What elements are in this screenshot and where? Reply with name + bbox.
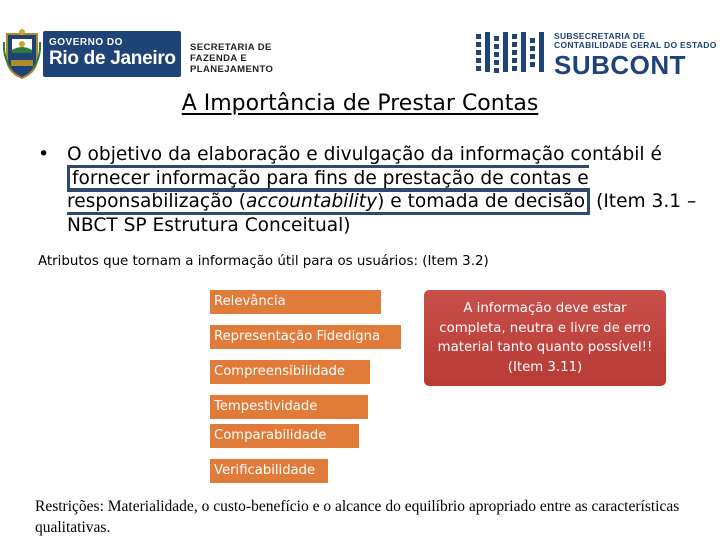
government-logo xyxy=(3,28,181,80)
highlight-end: ) e tomada de decisão xyxy=(377,191,586,212)
subcont-text xyxy=(554,32,717,79)
attribute-tag-verifiability: Verificabilidade xyxy=(210,459,328,483)
government-nameplate xyxy=(43,31,181,77)
sefaz-line3: PLANEJAMENTO xyxy=(190,64,274,75)
sefaz-line1: SECRETARIA DE xyxy=(190,42,272,53)
attribute-tag-relevance: Relevância xyxy=(210,290,381,314)
subcont-line2: CONTABILIDADE GERAL DO ESTADO xyxy=(554,40,717,50)
highlighted-statement xyxy=(67,165,590,216)
sefaz-line2: FAZENDA E xyxy=(190,53,248,64)
attribute-tag-timeliness: Tempestividade xyxy=(210,395,368,419)
slide-title-text: A Importância de Prestar Contas xyxy=(181,91,539,116)
note-callout xyxy=(424,290,666,386)
attribute-tag-faithful-representation: Representação Fidedigna xyxy=(210,325,401,349)
subcont-line1: SUBSECRETARIA DE xyxy=(554,31,646,41)
bullet-marker: • xyxy=(38,143,50,165)
objective-paragraph xyxy=(67,143,707,237)
slide-header xyxy=(0,0,720,80)
sefaz-logo xyxy=(190,42,280,75)
gov-line1: GOVERNO DO xyxy=(49,37,123,48)
attributes-heading: Atributos que tornam a informação útil para os usuários: (Item 3.2) xyxy=(38,254,489,269)
paragraph-intro: O objetivo da elaboração e divulgação da informação contábil é xyxy=(67,144,662,165)
highlight-text: fornecer informação para fins de prestação de contas e responsabilização ( xyxy=(67,167,589,212)
subcont-acronym: SUBCONT xyxy=(554,50,687,80)
highlight-italic: accountability xyxy=(246,191,378,212)
slide-title xyxy=(0,91,720,116)
subcont-grid-icon xyxy=(474,30,550,76)
restrictions-text: Restrições: Materialidade, o custo-benefício e o alcance do equilíbrio apropriado entre as características qualitativas. xyxy=(35,498,680,536)
state-coat-of-arms-icon xyxy=(3,28,41,80)
note-text: A informação deve estar completa, neutra e livre de erro material tanto quanto possível!! (Item 3.11) xyxy=(437,301,653,375)
attribute-tag-understandability: Compreensibilidade xyxy=(210,360,370,384)
gov-line2: Rio de Janeiro xyxy=(49,48,176,69)
attribute-tag-comparability: Comparabilidade xyxy=(210,424,359,448)
subcont-logo xyxy=(474,30,720,80)
paragraph-reference: (Item 3.1 – NBCT SP Estrutura Conceitual) xyxy=(67,191,697,236)
